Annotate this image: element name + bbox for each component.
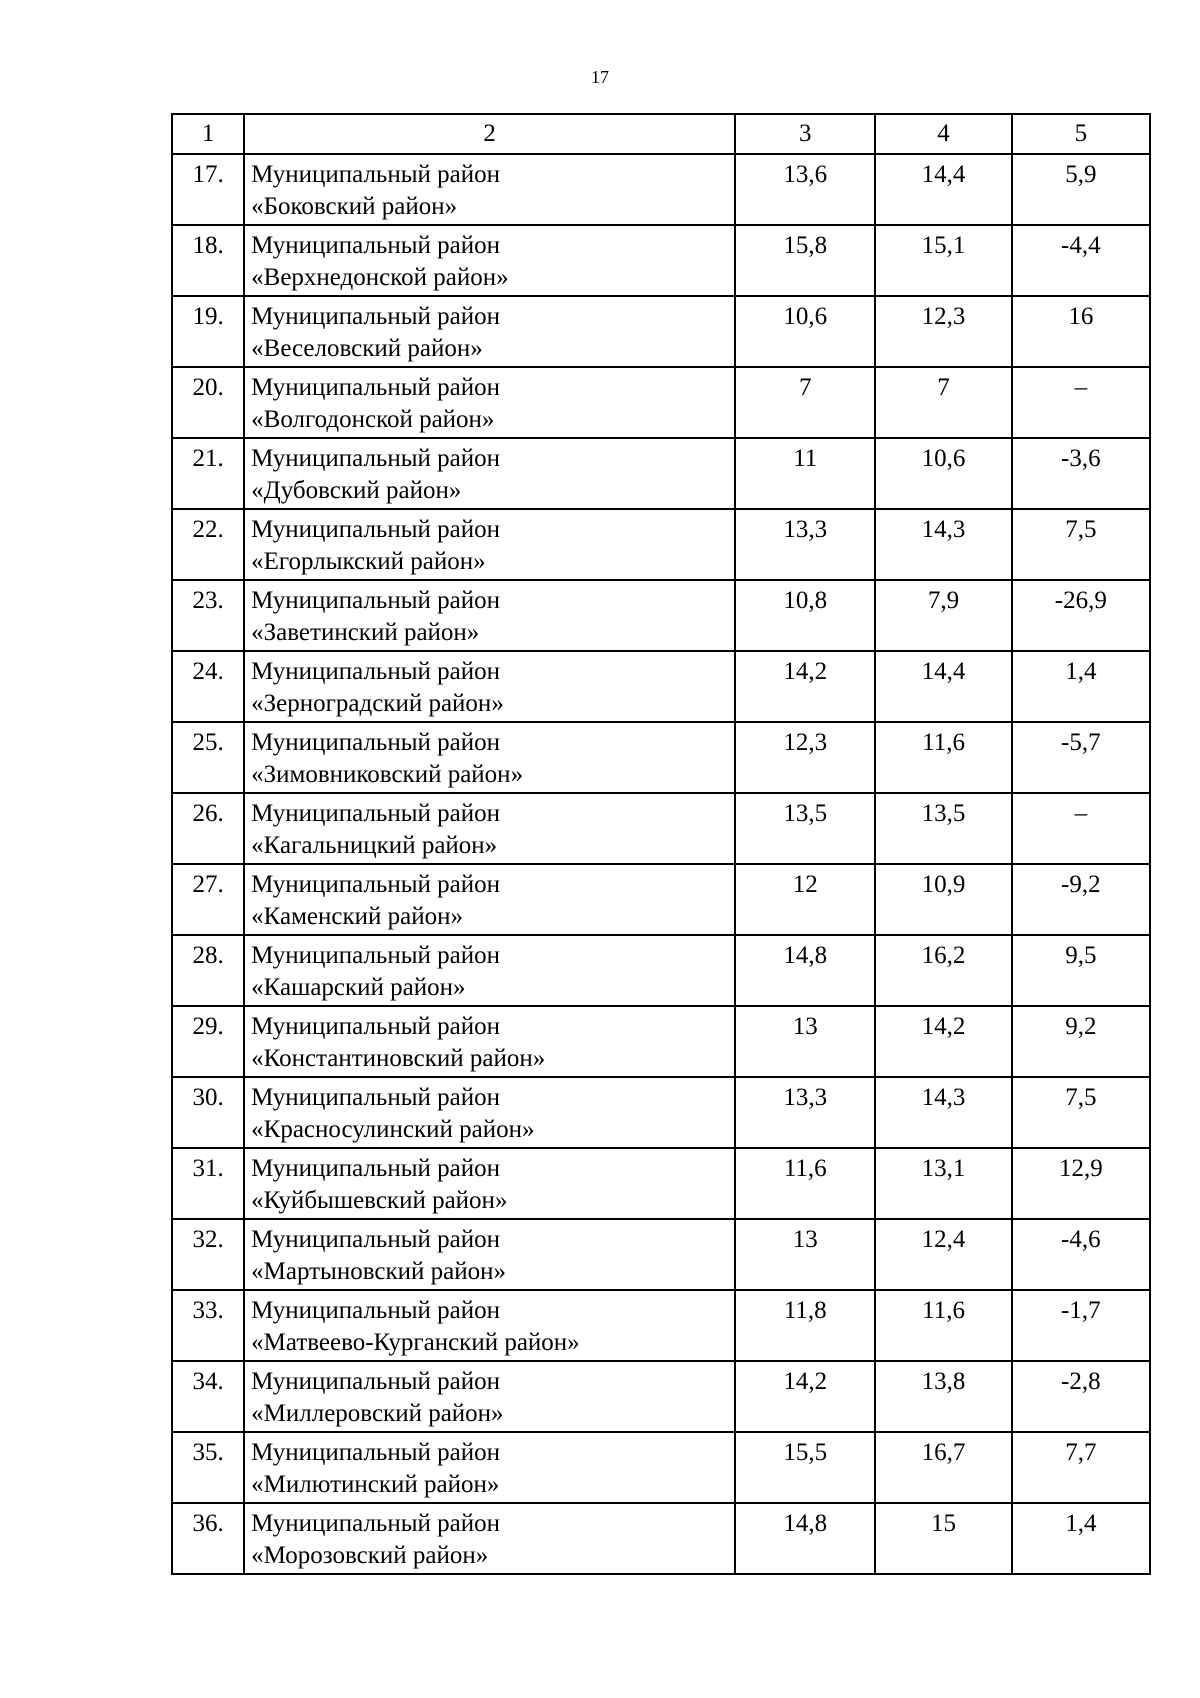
value-cell-col5: -5,7 xyxy=(1012,722,1150,793)
district-name-label: «Матвеево-Курганский район» xyxy=(251,1329,580,1356)
value-cell-col4: 10,9 xyxy=(875,864,1011,935)
district-name-label: «Кагальницкий район» xyxy=(251,832,498,859)
value-cell-col4: 14,3 xyxy=(875,509,1011,580)
district-name-cell xyxy=(244,722,735,793)
table-row xyxy=(172,1503,1150,1574)
district-name-cell xyxy=(244,367,735,438)
district-name-label: «Заветинский район» xyxy=(251,619,480,646)
district-name-cell xyxy=(244,1503,735,1574)
district-name-label: «Кашарский район» xyxy=(251,974,466,1001)
table-row xyxy=(172,1432,1150,1503)
value-cell-col3: 10,6 xyxy=(735,296,875,367)
value-cell-col3: 13,3 xyxy=(735,509,875,580)
table-row xyxy=(172,580,1150,651)
district-type-label: Муниципальный район xyxy=(251,658,500,685)
value-cell-col5: 16 xyxy=(1012,296,1150,367)
value-cell-col5: -26,9 xyxy=(1012,580,1150,651)
value-cell-col3: 10,8 xyxy=(735,580,875,651)
table-row xyxy=(172,1361,1150,1432)
district-type-label: Муниципальный район xyxy=(251,800,500,827)
district-name-cell xyxy=(244,651,735,722)
row-number: 19. xyxy=(172,296,244,367)
row-number: 23. xyxy=(172,580,244,651)
column-header-3: 3 xyxy=(735,114,875,154)
row-number: 27. xyxy=(172,864,244,935)
value-cell-col5: -1,7 xyxy=(1012,1290,1150,1361)
district-type-label: Муниципальный район xyxy=(251,1155,500,1182)
row-number: 18. xyxy=(172,225,244,296)
value-cell-col3: 13 xyxy=(735,1219,875,1290)
value-cell-col5: 7,7 xyxy=(1012,1432,1150,1503)
value-cell-col3: 11,6 xyxy=(735,1148,875,1219)
row-number: 34. xyxy=(172,1361,244,1432)
value-cell-col4: 11,6 xyxy=(875,1290,1011,1361)
value-cell-col3: 15,8 xyxy=(735,225,875,296)
value-cell-col3: 13,3 xyxy=(735,1077,875,1148)
table-row xyxy=(172,864,1150,935)
value-cell-col5: 1,4 xyxy=(1012,651,1150,722)
district-type-label: Муниципальный район xyxy=(251,1510,500,1537)
district-type-label: Муниципальный район xyxy=(251,871,500,898)
district-name-label: «Боковский район» xyxy=(251,193,458,220)
district-name-label: «Каменский район» xyxy=(251,903,463,930)
district-name-cell xyxy=(244,793,735,864)
district-type-label: Муниципальный район xyxy=(251,516,500,543)
value-cell-col4: 13,1 xyxy=(875,1148,1011,1219)
table-row xyxy=(172,367,1150,438)
value-cell-col4: 14,2 xyxy=(875,1006,1011,1077)
row-number: 32. xyxy=(172,1219,244,1290)
district-name-label: «Мартыновский район» xyxy=(251,1258,506,1285)
value-cell-col4: 11,6 xyxy=(875,722,1011,793)
district-name-cell xyxy=(244,1006,735,1077)
district-name-cell xyxy=(244,935,735,1006)
value-cell-col5: 9,2 xyxy=(1012,1006,1150,1077)
district-name-cell xyxy=(244,1432,735,1503)
row-number: 25. xyxy=(172,722,244,793)
value-cell-col4: 15 xyxy=(875,1503,1011,1574)
district-name-cell xyxy=(244,1148,735,1219)
table-row xyxy=(172,1219,1150,1290)
district-name-cell xyxy=(244,438,735,509)
value-cell-col5: 12,9 xyxy=(1012,1148,1150,1219)
district-name-label: «Веселовский район» xyxy=(251,335,483,362)
table-row xyxy=(172,438,1150,509)
row-number: 35. xyxy=(172,1432,244,1503)
table-row xyxy=(172,1290,1150,1361)
value-cell-col3: 11,8 xyxy=(735,1290,875,1361)
district-name-label: «Зерноградский район» xyxy=(251,690,504,717)
value-cell-col3: 13 xyxy=(735,1006,875,1077)
district-name-cell xyxy=(244,509,735,580)
row-number: 22. xyxy=(172,509,244,580)
table-row xyxy=(172,509,1150,580)
district-type-label: Муниципальный район xyxy=(251,1368,500,1395)
table-row xyxy=(172,935,1150,1006)
district-type-label: Муниципальный район xyxy=(251,1013,500,1040)
row-number: 26. xyxy=(172,793,244,864)
row-number: 29. xyxy=(172,1006,244,1077)
value-cell-col4: 7 xyxy=(875,367,1011,438)
district-name-label: «Волгодонской район» xyxy=(251,406,495,433)
value-cell-col4: 10,6 xyxy=(875,438,1011,509)
column-header-1: 1 xyxy=(172,114,244,154)
value-cell-col3: 14,2 xyxy=(735,1361,875,1432)
district-name-label: «Верхнедонской район» xyxy=(251,264,509,291)
row-number: 31. xyxy=(172,1148,244,1219)
district-name-cell xyxy=(244,1077,735,1148)
district-type-label: Муниципальный район xyxy=(251,1226,500,1253)
value-cell-col3: 14,8 xyxy=(735,1503,875,1574)
value-cell-col4: 14,4 xyxy=(875,651,1011,722)
district-name-label: «Егорлыкский район» xyxy=(251,548,486,575)
table-row xyxy=(172,296,1150,367)
table-header-row xyxy=(172,114,1150,154)
row-number: 17. xyxy=(172,154,244,225)
district-type-label: Муниципальный район xyxy=(251,1297,500,1324)
value-cell-col5: – xyxy=(1012,793,1150,864)
row-number: 28. xyxy=(172,935,244,1006)
district-type-label: Муниципальный район xyxy=(251,374,500,401)
value-cell-col4: 14,4 xyxy=(875,154,1011,225)
value-cell-col3: 12 xyxy=(735,864,875,935)
district-name-label: «Морозовский район» xyxy=(251,1542,489,1569)
value-cell-col4: 13,5 xyxy=(875,793,1011,864)
district-type-label: Муниципальный район xyxy=(251,303,500,330)
value-cell-col5: 7,5 xyxy=(1012,509,1150,580)
value-cell-col4: 13,8 xyxy=(875,1361,1011,1432)
value-cell-col5: – xyxy=(1012,367,1150,438)
district-name-cell xyxy=(244,864,735,935)
district-type-label: Муниципальный район xyxy=(251,445,500,472)
district-name-label: «Миллеровский район» xyxy=(251,1400,504,1427)
value-cell-col5: -4,6 xyxy=(1012,1219,1150,1290)
value-cell-col5: 7,5 xyxy=(1012,1077,1150,1148)
district-name-cell xyxy=(244,296,735,367)
district-type-label: Муниципальный район xyxy=(251,232,500,259)
value-cell-col4: 12,4 xyxy=(875,1219,1011,1290)
table-row xyxy=(172,651,1150,722)
table-row xyxy=(172,793,1150,864)
value-cell-col3: 7 xyxy=(735,367,875,438)
value-cell-col4: 16,7 xyxy=(875,1432,1011,1503)
district-type-label: Муниципальный район xyxy=(251,942,500,969)
value-cell-col5: -2,8 xyxy=(1012,1361,1150,1432)
value-cell-col3: 14,2 xyxy=(735,651,875,722)
value-cell-col3: 13,5 xyxy=(735,793,875,864)
value-cell-col4: 14,3 xyxy=(875,1077,1011,1148)
table-row xyxy=(172,154,1150,225)
district-name-label: «Дубовский район» xyxy=(251,477,462,504)
row-number: 24. xyxy=(172,651,244,722)
value-cell-col3: 11 xyxy=(735,438,875,509)
value-cell-col5: -9,2 xyxy=(1012,864,1150,935)
row-number: 30. xyxy=(172,1077,244,1148)
value-cell-col3: 14,8 xyxy=(735,935,875,1006)
table-row xyxy=(172,1148,1150,1219)
table-body xyxy=(172,154,1150,1574)
table-row xyxy=(172,1006,1150,1077)
district-name-cell xyxy=(244,1290,735,1361)
table-row xyxy=(172,722,1150,793)
district-type-label: Муниципальный район xyxy=(251,587,500,614)
district-name-label: «Куйбышевский район» xyxy=(251,1187,508,1214)
column-header-5: 5 xyxy=(1012,114,1150,154)
value-cell-col4: 12,3 xyxy=(875,296,1011,367)
district-name-cell xyxy=(244,225,735,296)
row-number: 36. xyxy=(172,1503,244,1574)
page-number: 17 xyxy=(591,67,609,87)
value-cell-col5: 9,5 xyxy=(1012,935,1150,1006)
district-type-label: Муниципальный район xyxy=(251,161,500,188)
row-number: 20. xyxy=(172,367,244,438)
district-name-cell xyxy=(244,1219,735,1290)
value-cell-col3: 12,3 xyxy=(735,722,875,793)
value-cell-col4: 7,9 xyxy=(875,580,1011,651)
value-cell-col5: 1,4 xyxy=(1012,1503,1150,1574)
value-cell-col5: -3,6 xyxy=(1012,438,1150,509)
district-name-label: «Красносулинский район» xyxy=(251,1116,535,1143)
district-type-label: Муниципальный район xyxy=(251,1439,500,1466)
data-table xyxy=(171,113,1151,1575)
value-cell-col4: 15,1 xyxy=(875,225,1011,296)
row-number: 33. xyxy=(172,1290,244,1361)
district-name-label: «Милютинский район» xyxy=(251,1471,500,1498)
district-type-label: Муниципальный район xyxy=(251,1084,500,1111)
district-name-cell xyxy=(244,154,735,225)
district-name-label: «Зимовниковский район» xyxy=(251,761,524,788)
column-header-2: 2 xyxy=(244,114,735,154)
row-number: 21. xyxy=(172,438,244,509)
district-type-label: Муниципальный район xyxy=(251,729,500,756)
value-cell-col3: 13,6 xyxy=(735,154,875,225)
value-cell-col5: 5,9 xyxy=(1012,154,1150,225)
column-header-4: 4 xyxy=(875,114,1011,154)
district-name-cell xyxy=(244,1361,735,1432)
district-name-label: «Константиновский район» xyxy=(251,1045,546,1072)
value-cell-col3: 15,5 xyxy=(735,1432,875,1503)
district-name-cell xyxy=(244,580,735,651)
table-row xyxy=(172,225,1150,296)
value-cell-col5: -4,4 xyxy=(1012,225,1150,296)
value-cell-col4: 16,2 xyxy=(875,935,1011,1006)
table-row xyxy=(172,1077,1150,1148)
